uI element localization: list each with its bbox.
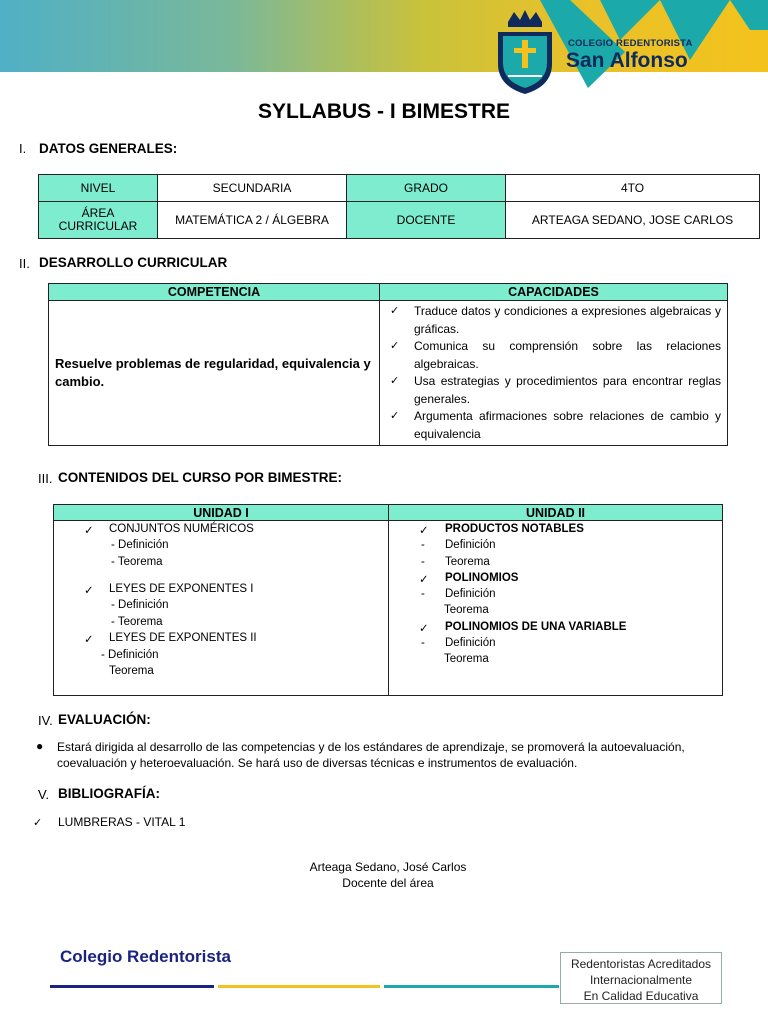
accreditation-line: Internacionalmente [589,973,693,987]
topic-item: Teorema [444,604,489,616]
topic-item: Definición [445,637,496,649]
capacidades-header: CAPACIDADES [380,284,728,301]
general-data-table [38,174,760,239]
check-icon: ✓ [33,817,43,829]
topic-item: - Teorema [111,556,163,568]
check-icon: ✓ [419,623,429,635]
topic-title: PRODUCTOS NOTABLES [445,523,584,535]
check-icon: ✓ [84,525,94,537]
section-3-title: CONTENIDOS DEL CURSO POR BIMESTRE: [58,470,343,485]
topic-title: POLINOMIOS [445,572,519,584]
curricular-table [48,283,728,446]
section-2-title: DESARROLLO CURRICULAR [39,255,228,270]
check-icon: ✓ [84,585,94,597]
topic-item: Teorema [445,556,490,568]
unidad-2-contents [389,521,723,696]
signature-name: Arteaga Sedano, José Carlos [309,860,467,874]
topic-item: - Definición [111,599,169,611]
evaluation-text: Estará dirigida al desarrollo de las competencias y de los estándares de aprendizaje, se promoverá la autoevaluación, coevaluación y heteroevaluación. Se hará uso de diversas técnicas e instrumentos de evaluación. [57,740,685,770]
school-name-large: San Alfonso [566,49,688,72]
area-value: MATEMÁTICA 2 / ÁLGEBRA [158,202,347,239]
check-icon: ✓ [84,634,94,646]
check-icon: ✓ [390,410,400,422]
section-2-number: II. [19,256,30,271]
topic-title: CONJUNTOS NUMÉRICOS [109,523,254,535]
area-label [39,202,158,239]
grado-value: 4TO [506,175,760,202]
competencia-header: COMPETENCIA [49,284,380,301]
check-icon: ✓ [390,375,400,387]
dash-icon: - [421,539,425,551]
section-1-title: DATOS GENERALES: [39,141,178,156]
check-icon: ✓ [390,340,400,352]
area-label-line1: ÁREA [81,206,115,220]
competencia-text: Resuelve problemas de regularidad, equivalencia y cambio. [49,301,380,446]
section-3-number: III. [38,471,53,486]
dash-icon: - [421,556,425,568]
topic-title: LEYES DE EXPONENTES I [109,583,254,595]
accreditation-box [560,952,722,1004]
dash-icon: - [421,588,425,600]
topic-item: - Definición [101,649,159,661]
check-icon: ✓ [419,574,429,586]
docente-label: DOCENTE [347,202,506,239]
unidad-1-header: UNIDAD I [54,505,389,521]
topic-item: Definición [445,588,496,600]
topic-title: POLINOMIOS DE UNA VARIABLE [445,621,627,633]
capacidades-list [380,301,728,446]
school-crest-icon [494,8,556,96]
topic-item: Teorema [109,665,154,677]
area-label-line2: CURRICULAR [58,219,138,233]
topic-title: LEYES DE EXPONENTES II [109,632,257,644]
nivel-value: SECUNDARIA [158,175,347,202]
signature-role: Docente del área [342,876,434,890]
check-icon: ✓ [419,525,429,537]
capacidad-item: ✓ Usa estrategias y procedimientos para encontrar reglas generales. [390,373,721,408]
accreditation-line: En Calidad Educativa [583,989,699,1003]
bibliography-item: LUMBRERAS - VITAL 1 [58,815,186,829]
nivel-label: NIVEL [39,175,158,202]
school-name-small: COLEGIO REDENTORISTA [568,38,693,49]
capacidad-item: ✓ Traduce datos y condiciones a expresiones algebraicas y gráficas. [390,303,721,338]
dash-icon: - [421,637,425,649]
topic-item: Teorema [444,653,489,665]
bullet-icon: ● [36,739,44,753]
docente-value: ARTEAGA SEDANO, JOSE CARLOS [506,202,760,239]
section-1-number: I. [19,141,27,156]
topic-item: - Definición [111,539,169,551]
accreditation-line: Redentoristas Acreditados [570,957,712,971]
section-4-title: EVALUACIÓN: [58,712,151,727]
footer-school-name: Colegio Redentorista [60,947,231,966]
section-5-title: BIBLIOGRAFÍA: [58,786,160,801]
section-4-number: IV. [38,713,53,728]
check-icon: ✓ [390,305,400,317]
topic-item: Definición [445,539,496,551]
section-5-number: V. [38,787,50,802]
contents-table [53,504,723,696]
grado-label: GRADO [347,175,506,202]
footer-bar-navy [50,985,214,988]
topic-item: - Teorema [111,616,163,628]
capacidad-item: ✓ Argumenta afirmaciones sobre relaciones de cambio y equivalencia [390,408,721,443]
page-title: SYLLABUS - I BIMESTRE [257,100,510,123]
unidad-2-header: UNIDAD II [389,505,723,521]
capacidad-item: ✓ Comunica su comprensión sobre las relaciones algebraicas. [390,338,721,373]
unidad-1-contents [54,521,389,696]
footer-bar-teal [384,985,559,988]
footer-bar-yellow [218,985,380,988]
